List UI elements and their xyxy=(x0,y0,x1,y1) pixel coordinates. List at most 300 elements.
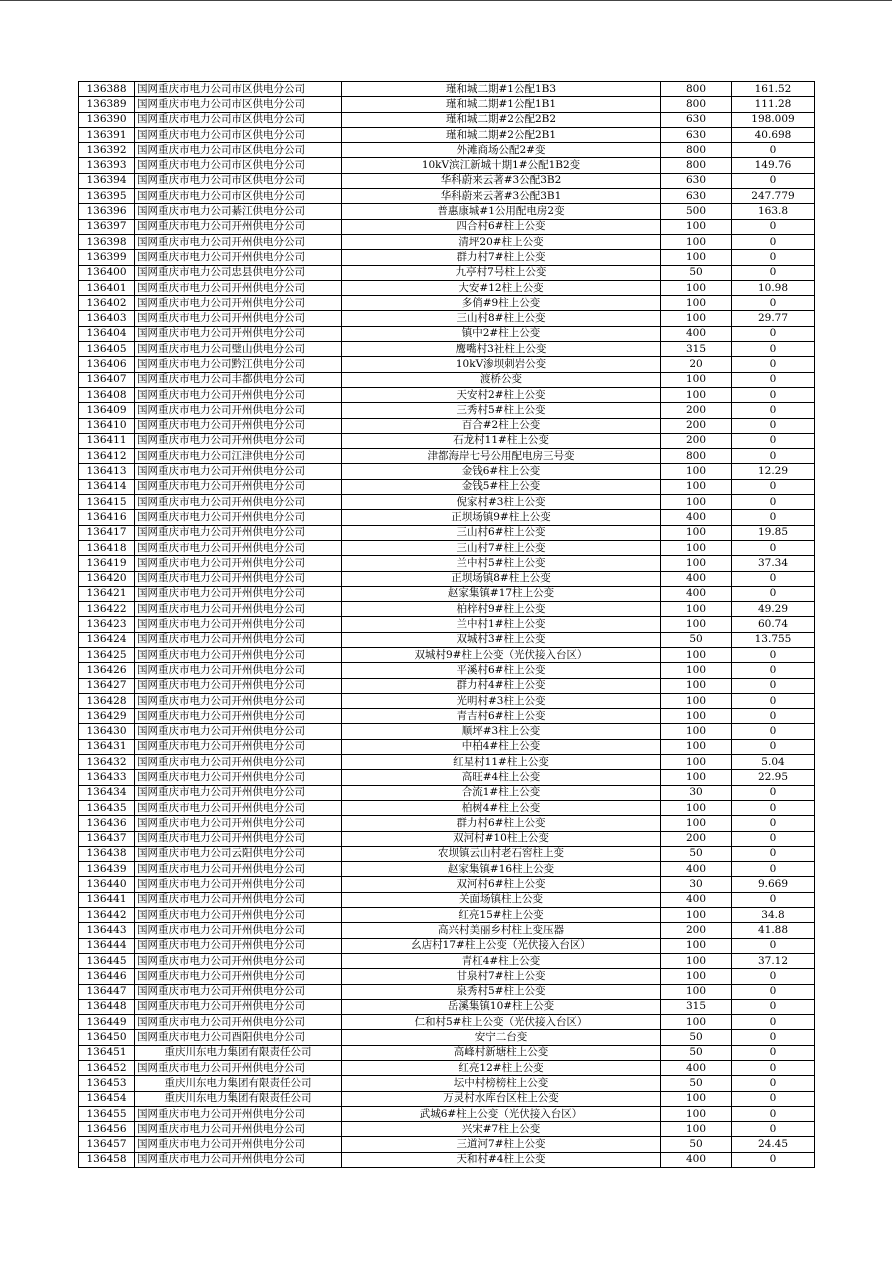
station-cell: 甘泉村7#柱上公变 xyxy=(342,969,661,984)
id-cell: 136412 xyxy=(79,449,135,464)
value-cell: 22.95 xyxy=(732,770,815,785)
station-cell: 鹰嘴村3社柱上公变 xyxy=(342,342,661,357)
company-cell: 国网重庆市电力公司市区供电分公司 xyxy=(135,97,342,112)
id-cell: 136424 xyxy=(79,632,135,647)
capacity-cell: 200 xyxy=(661,923,732,938)
table-row xyxy=(79,571,815,586)
id-cell: 136443 xyxy=(79,923,135,938)
company-cell: 国网重庆市电力公司璧山供电分公司 xyxy=(135,342,342,357)
value-cell: 37.34 xyxy=(732,556,815,571)
capacity-cell: 100 xyxy=(661,387,732,402)
station-cell: 柏树4#柱上公变 xyxy=(342,800,661,815)
station-cell: 岳溪集镇10#柱上公变 xyxy=(342,999,661,1014)
station-cell: 三山村7#柱上公变 xyxy=(342,540,661,555)
id-cell: 136433 xyxy=(79,770,135,785)
table-row xyxy=(79,280,815,295)
value-cell: 247.779 xyxy=(732,189,815,204)
station-cell: 双河村6#柱上公变 xyxy=(342,877,661,892)
station-cell: 万灵村水库台区柱上公变 xyxy=(342,1091,661,1106)
station-cell: 双城村9#柱上公变（光伏接入台区） xyxy=(342,647,661,662)
value-cell: 0 xyxy=(732,357,815,372)
capacity-cell: 630 xyxy=(661,173,732,188)
value-cell: 0 xyxy=(732,816,815,831)
table-row xyxy=(79,449,815,464)
station-cell: 渡桥公变 xyxy=(342,372,661,387)
table-row xyxy=(79,693,815,708)
table-body xyxy=(79,82,815,1168)
station-cell: 群力村6#柱上公变 xyxy=(342,816,661,831)
id-cell: 136458 xyxy=(79,1152,135,1167)
id-cell: 136450 xyxy=(79,1030,135,1045)
capacity-cell: 50 xyxy=(661,1030,732,1045)
station-cell: 赵家集镇#17柱上公变 xyxy=(342,586,661,601)
table-row xyxy=(79,97,815,112)
capacity-cell: 100 xyxy=(661,525,732,540)
value-cell: 0 xyxy=(732,234,815,249)
company-cell: 国网重庆市电力公司开州供电分公司 xyxy=(135,510,342,525)
capacity-cell: 800 xyxy=(661,143,732,158)
id-cell: 136432 xyxy=(79,755,135,770)
company-cell: 国网重庆市电力公司开州供电分公司 xyxy=(135,556,342,571)
capacity-cell: 100 xyxy=(661,617,732,632)
company-cell: 国网重庆市电力公司开州供电分公司 xyxy=(135,571,342,586)
company-cell: 国网重庆市电力公司开州供电分公司 xyxy=(135,1061,342,1076)
id-cell: 136416 xyxy=(79,510,135,525)
company-cell: 国网重庆市电力公司开州供电分公司 xyxy=(135,663,342,678)
value-cell: 24.45 xyxy=(732,1137,815,1152)
id-cell: 136438 xyxy=(79,846,135,861)
company-cell: 国网重庆市电力公司开州供电分公司 xyxy=(135,1152,342,1167)
company-cell: 国网重庆市电力公司开州供电分公司 xyxy=(135,234,342,249)
table-row xyxy=(79,495,815,510)
capacity-cell: 30 xyxy=(661,877,732,892)
capacity-cell: 100 xyxy=(661,219,732,234)
value-cell: 0 xyxy=(732,1076,815,1091)
value-cell: 0 xyxy=(732,495,815,510)
company-cell: 国网重庆市电力公司开州供电分公司 xyxy=(135,311,342,326)
station-cell: 大安#12柱上公变 xyxy=(342,280,661,295)
value-cell: 5.04 xyxy=(732,755,815,770)
station-cell: 华科蔚来云著#3公配3B1 xyxy=(342,189,661,204)
value-cell: 34.8 xyxy=(732,908,815,923)
station-cell: 农坝镇云山村老石窖柱上变 xyxy=(342,846,661,861)
table-row xyxy=(79,617,815,632)
id-cell: 136434 xyxy=(79,785,135,800)
table-row xyxy=(79,969,815,984)
value-cell: 0 xyxy=(732,510,815,525)
id-cell: 136393 xyxy=(79,158,135,173)
capacity-cell: 100 xyxy=(661,693,732,708)
capacity-cell: 400 xyxy=(661,326,732,341)
station-cell: 武城6#柱上公变（光伏接入台区） xyxy=(342,1106,661,1121)
table-row xyxy=(79,739,815,754)
id-cell: 136400 xyxy=(79,265,135,280)
value-cell: 0 xyxy=(732,433,815,448)
capacity-cell: 50 xyxy=(661,846,732,861)
capacity-cell: 20 xyxy=(661,357,732,372)
value-cell: 0 xyxy=(732,571,815,586)
capacity-cell: 30 xyxy=(661,785,732,800)
capacity-cell: 50 xyxy=(661,632,732,647)
company-cell: 国网重庆市电力公司开州供电分公司 xyxy=(135,219,342,234)
capacity-cell: 630 xyxy=(661,112,732,127)
value-cell: 0 xyxy=(732,403,815,418)
capacity-cell: 100 xyxy=(661,372,732,387)
capacity-cell: 630 xyxy=(661,189,732,204)
capacity-cell: 100 xyxy=(661,1091,732,1106)
station-cell: 天安村2#柱上公变 xyxy=(342,387,661,402)
id-cell: 136431 xyxy=(79,739,135,754)
company-cell: 国网重庆市电力公司市区供电分公司 xyxy=(135,112,342,127)
station-cell: 幺店村17#柱上公变（光伏接入台区） xyxy=(342,938,661,953)
table-row xyxy=(79,250,815,265)
company-cell: 国网重庆市电力公司市区供电分公司 xyxy=(135,158,342,173)
value-cell: 29.77 xyxy=(732,311,815,326)
company-cell: 国网重庆市电力公司开州供电分公司 xyxy=(135,250,342,265)
value-cell: 0 xyxy=(732,250,815,265)
capacity-cell: 100 xyxy=(661,540,732,555)
capacity-cell: 100 xyxy=(661,464,732,479)
id-cell: 136390 xyxy=(79,112,135,127)
value-cell: 0 xyxy=(732,862,815,877)
capacity-cell: 100 xyxy=(661,709,732,724)
id-cell: 136411 xyxy=(79,433,135,448)
table-row xyxy=(79,938,815,953)
table-row xyxy=(79,602,815,617)
capacity-cell: 100 xyxy=(661,479,732,494)
id-cell: 136389 xyxy=(79,97,135,112)
id-cell: 136398 xyxy=(79,234,135,249)
value-cell: 37.12 xyxy=(732,953,815,968)
company-cell: 重庆川东电力集团有限责任公司 xyxy=(135,1076,342,1091)
capacity-cell: 100 xyxy=(661,495,732,510)
table-row xyxy=(79,326,815,341)
value-cell: 12.29 xyxy=(732,464,815,479)
company-cell: 国网重庆市电力公司开州供电分公司 xyxy=(135,540,342,555)
capacity-cell: 100 xyxy=(661,280,732,295)
table-row xyxy=(79,82,815,97)
capacity-cell: 100 xyxy=(661,953,732,968)
capacity-cell: 100 xyxy=(661,724,732,739)
table-row xyxy=(79,112,815,127)
table-row xyxy=(79,984,815,999)
id-cell: 136453 xyxy=(79,1076,135,1091)
id-cell: 136446 xyxy=(79,969,135,984)
station-cell: 倪家村#3柱上公变 xyxy=(342,495,661,510)
table-row xyxy=(79,1106,815,1121)
company-cell: 重庆川东电力集团有限责任公司 xyxy=(135,1045,342,1060)
company-cell: 国网重庆市电力公司开州供电分公司 xyxy=(135,632,342,647)
company-cell: 国网重庆市电力公司开州供电分公司 xyxy=(135,479,342,494)
value-cell: 9.669 xyxy=(732,877,815,892)
id-cell: 136401 xyxy=(79,280,135,295)
company-cell: 国网重庆市电力公司市区供电分公司 xyxy=(135,143,342,158)
value-cell: 0 xyxy=(732,1030,815,1045)
company-cell: 国网重庆市电力公司黔江供电分公司 xyxy=(135,357,342,372)
id-cell: 136415 xyxy=(79,495,135,510)
station-cell: 10kV滨江新城十期1#公配1B2变 xyxy=(342,158,661,173)
station-cell: 金钱5#柱上公变 xyxy=(342,479,661,494)
capacity-cell: 800 xyxy=(661,449,732,464)
capacity-cell: 100 xyxy=(661,663,732,678)
table-row xyxy=(79,540,815,555)
station-cell: 仁和村5#柱上公变（光伏接入台区） xyxy=(342,1015,661,1030)
id-cell: 136429 xyxy=(79,709,135,724)
station-cell: 光明村#3柱上公变 xyxy=(342,693,661,708)
id-cell: 136408 xyxy=(79,387,135,402)
value-cell: 0 xyxy=(732,586,815,601)
id-cell: 136435 xyxy=(79,800,135,815)
id-cell: 136447 xyxy=(79,984,135,999)
capacity-cell: 100 xyxy=(661,556,732,571)
table-row xyxy=(79,418,815,433)
table-row xyxy=(79,1061,815,1076)
company-cell: 国网重庆市电力公司开州供电分公司 xyxy=(135,709,342,724)
capacity-cell: 400 xyxy=(661,571,732,586)
value-cell: 49.29 xyxy=(732,602,815,617)
station-cell: 瑾和城二期#1公配1B3 xyxy=(342,82,661,97)
station-cell: 10kV渗坝刺岩公变 xyxy=(342,357,661,372)
value-cell: 0 xyxy=(732,800,815,815)
capacity-cell: 400 xyxy=(661,1152,732,1167)
id-cell: 136427 xyxy=(79,678,135,693)
table-row xyxy=(79,770,815,785)
capacity-cell: 100 xyxy=(661,296,732,311)
capacity-cell: 800 xyxy=(661,158,732,173)
company-cell: 国网重庆市电力公司开州供电分公司 xyxy=(135,280,342,295)
capacity-cell: 400 xyxy=(661,862,732,877)
company-cell: 国网重庆市电力公司市区供电分公司 xyxy=(135,173,342,188)
capacity-cell: 200 xyxy=(661,403,732,418)
id-cell: 136455 xyxy=(79,1106,135,1121)
capacity-cell: 100 xyxy=(661,739,732,754)
station-cell: 高旺#4柱上公变 xyxy=(342,770,661,785)
capacity-cell: 100 xyxy=(661,647,732,662)
table-row xyxy=(79,311,815,326)
value-cell: 0 xyxy=(732,387,815,402)
id-cell: 136439 xyxy=(79,862,135,877)
table-row xyxy=(79,510,815,525)
table-row xyxy=(79,433,815,448)
id-cell: 136428 xyxy=(79,693,135,708)
station-cell: 坛中村榜榜柱上公变 xyxy=(342,1076,661,1091)
value-cell: 0 xyxy=(732,678,815,693)
station-cell: 镇中2#柱上公变 xyxy=(342,326,661,341)
capacity-cell: 100 xyxy=(661,1122,732,1137)
table-row xyxy=(79,953,815,968)
station-cell: 顺坪#3柱上公变 xyxy=(342,724,661,739)
capacity-cell: 100 xyxy=(661,800,732,815)
company-cell: 国网重庆市电力公司开州供电分公司 xyxy=(135,908,342,923)
table-row xyxy=(79,724,815,739)
station-cell: 平溪村6#柱上公变 xyxy=(342,663,661,678)
value-cell: 0 xyxy=(732,969,815,984)
value-cell: 0 xyxy=(732,984,815,999)
capacity-cell: 800 xyxy=(661,97,732,112)
capacity-cell: 200 xyxy=(661,831,732,846)
capacity-cell: 400 xyxy=(661,510,732,525)
table-row xyxy=(79,1091,815,1106)
id-cell: 136456 xyxy=(79,1122,135,1137)
table-row xyxy=(79,647,815,662)
capacity-cell: 100 xyxy=(661,234,732,249)
company-cell: 国网重庆市电力公司开州供电分公司 xyxy=(135,892,342,907)
value-cell: 0 xyxy=(732,938,815,953)
value-cell: 0 xyxy=(732,1015,815,1030)
company-cell: 国网重庆市电力公司忠县供电分公司 xyxy=(135,265,342,280)
company-cell: 国网重庆市电力公司丰都供电分公司 xyxy=(135,372,342,387)
company-cell: 国网重庆市电力公司开州供电分公司 xyxy=(135,296,342,311)
id-cell: 136425 xyxy=(79,647,135,662)
id-cell: 136404 xyxy=(79,326,135,341)
table-row xyxy=(79,999,815,1014)
company-cell: 国网重庆市电力公司开州供电分公司 xyxy=(135,800,342,815)
company-cell: 国网重庆市电力公司江津供电分公司 xyxy=(135,449,342,464)
capacity-cell: 100 xyxy=(661,755,732,770)
value-cell: 198.009 xyxy=(732,112,815,127)
station-cell: 中柏4#柱上公变 xyxy=(342,739,661,754)
company-cell: 国网重庆市电力公司开州供电分公司 xyxy=(135,403,342,418)
station-cell: 高峰村新塘柱上公变 xyxy=(342,1045,661,1060)
capacity-cell: 100 xyxy=(661,984,732,999)
company-cell: 国网重庆市电力公司开州供电分公司 xyxy=(135,464,342,479)
station-cell: 群力村4#柱上公变 xyxy=(342,678,661,693)
company-cell: 国网重庆市电力公司云阳供电分公司 xyxy=(135,846,342,861)
station-cell: 关面场镇柱上公变 xyxy=(342,892,661,907)
table-row xyxy=(79,479,815,494)
company-cell: 国网重庆市电力公司开州供电分公司 xyxy=(135,418,342,433)
id-cell: 136449 xyxy=(79,1015,135,1030)
id-cell: 136422 xyxy=(79,602,135,617)
id-cell: 136423 xyxy=(79,617,135,632)
value-cell: 41.88 xyxy=(732,923,815,938)
id-cell: 136440 xyxy=(79,877,135,892)
id-cell: 136442 xyxy=(79,908,135,923)
station-cell: 天和村#4柱上公变 xyxy=(342,1152,661,1167)
capacity-cell: 100 xyxy=(661,602,732,617)
company-cell: 国网重庆市电力公司綦江供电分公司 xyxy=(135,204,342,219)
value-cell: 0 xyxy=(732,647,815,662)
station-cell: 合流1#柱上公变 xyxy=(342,785,661,800)
company-cell: 国网重庆市电力公司开州供电分公司 xyxy=(135,617,342,632)
capacity-cell: 50 xyxy=(661,1045,732,1060)
id-cell: 136392 xyxy=(79,143,135,158)
id-cell: 136405 xyxy=(79,342,135,357)
company-cell: 国网重庆市电力公司开州供电分公司 xyxy=(135,647,342,662)
company-cell: 国网重庆市电力公司开州供电分公司 xyxy=(135,326,342,341)
id-cell: 136445 xyxy=(79,953,135,968)
company-cell: 国网重庆市电力公司开州供电分公司 xyxy=(135,586,342,601)
value-cell: 0 xyxy=(732,709,815,724)
company-cell: 国网重庆市电力公司开州供电分公司 xyxy=(135,831,342,846)
id-cell: 136396 xyxy=(79,204,135,219)
company-cell: 国网重庆市电力公司开州供电分公司 xyxy=(135,387,342,402)
station-cell: 瑾和城二期#2公配2B2 xyxy=(342,112,661,127)
id-cell: 136441 xyxy=(79,892,135,907)
value-cell: 0 xyxy=(732,724,815,739)
id-cell: 136436 xyxy=(79,816,135,831)
value-cell: 0 xyxy=(732,540,815,555)
table-row xyxy=(79,678,815,693)
id-cell: 136421 xyxy=(79,586,135,601)
capacity-cell: 100 xyxy=(661,908,732,923)
table-row xyxy=(79,816,815,831)
id-cell: 136394 xyxy=(79,173,135,188)
id-cell: 136420 xyxy=(79,571,135,586)
table-row xyxy=(79,923,815,938)
company-cell: 国网重庆市电力公司开州供电分公司 xyxy=(135,1106,342,1121)
value-cell: 19.85 xyxy=(732,525,815,540)
station-cell: 高兴村美丽乡村柱上变压器 xyxy=(342,923,661,938)
station-cell: 金钱6#柱上公变 xyxy=(342,464,661,479)
id-cell: 136402 xyxy=(79,296,135,311)
company-cell: 国网重庆市电力公司开州供电分公司 xyxy=(135,862,342,877)
table-row xyxy=(79,1045,815,1060)
table-row xyxy=(79,908,815,923)
value-cell: 0 xyxy=(732,173,815,188)
table-row xyxy=(79,387,815,402)
capacity-cell: 500 xyxy=(661,204,732,219)
station-cell: 青杠4#柱上公变 xyxy=(342,953,661,968)
table-row xyxy=(79,785,815,800)
capacity-cell: 100 xyxy=(661,1106,732,1121)
value-cell: 0 xyxy=(732,1061,815,1076)
station-cell: 红星村11#柱上公变 xyxy=(342,755,661,770)
table-row xyxy=(79,831,815,846)
station-cell: 石龙村11#柱上公变 xyxy=(342,433,661,448)
company-cell: 国网重庆市电力公司开州供电分公司 xyxy=(135,938,342,953)
table-row xyxy=(79,265,815,280)
company-cell: 重庆川东电力集团有限责任公司 xyxy=(135,1091,342,1106)
value-cell: 60.74 xyxy=(732,617,815,632)
capacity-cell: 315 xyxy=(661,999,732,1014)
table-row xyxy=(79,342,815,357)
id-cell: 136437 xyxy=(79,831,135,846)
table-row xyxy=(79,219,815,234)
id-cell: 136452 xyxy=(79,1061,135,1076)
value-cell: 111.28 xyxy=(732,97,815,112)
station-cell: 华科蔚来云著#3公配3B2 xyxy=(342,173,661,188)
table-row xyxy=(79,1015,815,1030)
id-cell: 136454 xyxy=(79,1091,135,1106)
station-cell: 九亭村7号柱上公变 xyxy=(342,265,661,280)
value-cell: 0 xyxy=(732,342,815,357)
station-cell: 瑾和城二期#2公配2B1 xyxy=(342,127,661,142)
station-cell: 柏梓村9#柱上公变 xyxy=(342,602,661,617)
station-cell: 多俏#9柱上公变 xyxy=(342,296,661,311)
capacity-cell: 630 xyxy=(661,127,732,142)
station-cell: 双城村3#柱上公变 xyxy=(342,632,661,647)
id-cell: 136430 xyxy=(79,724,135,739)
station-cell: 瑾和城二期#1公配1B1 xyxy=(342,97,661,112)
company-cell: 国网重庆市电力公司开州供电分公司 xyxy=(135,999,342,1014)
table-row xyxy=(79,127,815,142)
station-cell: 三秀村5#柱上公变 xyxy=(342,403,661,418)
page-top-rule xyxy=(0,0,892,1)
company-cell: 国网重庆市电力公司市区供电分公司 xyxy=(135,189,342,204)
table-row xyxy=(79,143,815,158)
value-cell: 0 xyxy=(732,479,815,494)
company-cell: 国网重庆市电力公司开州供电分公司 xyxy=(135,739,342,754)
table-row xyxy=(79,586,815,601)
value-cell: 0 xyxy=(732,999,815,1014)
value-cell: 163.8 xyxy=(732,204,815,219)
company-cell: 国网重庆市电力公司开州供电分公司 xyxy=(135,1137,342,1152)
value-cell: 0 xyxy=(732,663,815,678)
capacity-cell: 400 xyxy=(661,1061,732,1076)
company-cell: 国网重庆市电力公司酉阳供电分公司 xyxy=(135,1030,342,1045)
table-row xyxy=(79,296,815,311)
